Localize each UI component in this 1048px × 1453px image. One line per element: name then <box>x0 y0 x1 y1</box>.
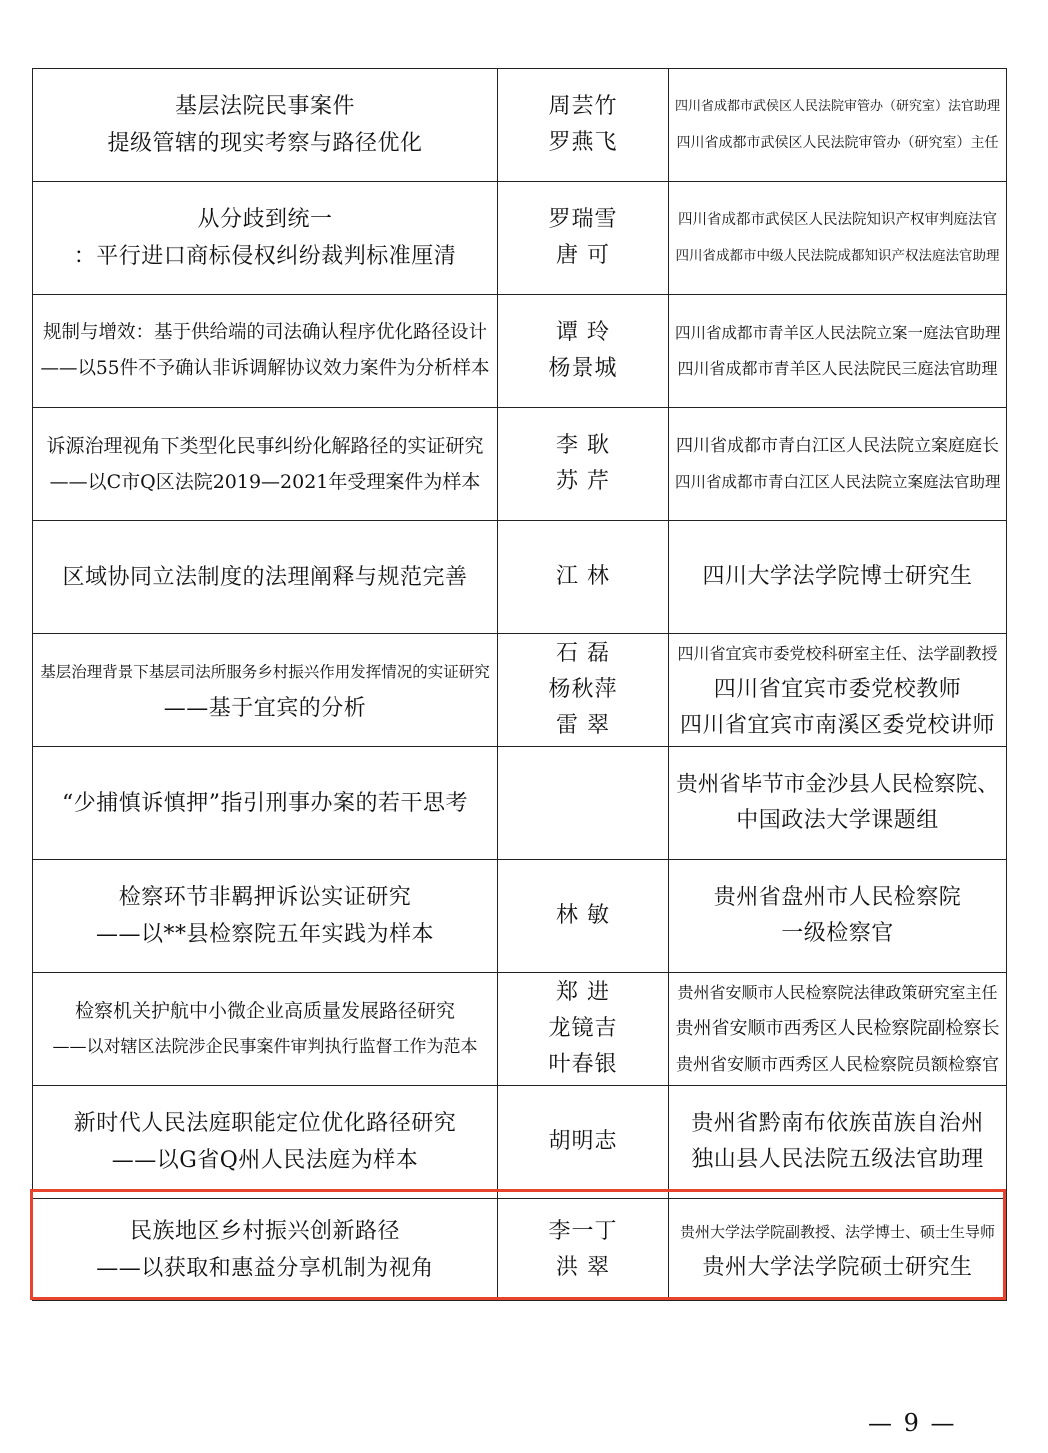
author-name: 洪 翠 <box>556 1254 610 1280</box>
paper-title-cell <box>33 747 498 860</box>
authors-cell <box>498 973 669 1086</box>
affiliation-line: 贵州省安顺市西秀区人民检察院员额检察官 <box>676 1055 999 1075</box>
authors-cell <box>498 521 669 634</box>
authors-cell <box>498 860 669 973</box>
paper-title-line: 基层治理背景下基层司法所服务乡村振兴作用发挥情况的实证研究 <box>40 662 490 681</box>
affiliation-line: 贵州省黔南布依族苗族自治州 <box>691 1111 984 1136</box>
author-name: 胡明志 <box>548 1129 618 1154</box>
paper-title-line: 基层法院民事案件 <box>174 94 355 119</box>
authors-cell <box>498 295 669 408</box>
affiliation-line: 四川省成都市青羊区人民法院民三庭法官助理 <box>677 359 998 378</box>
author-name: 雷 翠 <box>556 713 610 738</box>
paper-title-line: 从分歧到统一 <box>197 207 333 232</box>
author-name: 杨景城 <box>548 356 618 381</box>
author-name: 罗瑞雪 <box>548 207 618 232</box>
affiliation-line: 中国政法大学课题组 <box>736 808 939 833</box>
affiliation-cell <box>669 860 1007 973</box>
affiliation-line: 贵州大学法学院副教授、法学博士、硕士生导师 <box>679 1222 995 1241</box>
affiliation-line: 四川省宜宾市南溪区委党校讲师 <box>679 713 995 738</box>
affiliation-line: 四川省成都市青白江区人民法院立案庭法官助理 <box>675 473 1001 491</box>
authors-cell <box>498 1086 669 1199</box>
paper-title-line: ——以对辖区法院涉企民事案件审判执行监督工作为范本 <box>52 1037 478 1057</box>
author-name: 唐 可 <box>556 243 610 268</box>
paper-title-line: ——以**县检察院五年实践为样本 <box>95 922 434 947</box>
paper-title-line: ——以55件不予确认非诉调解协议效力案件为分析样本 <box>40 358 490 379</box>
paper-title-line: “少捕慎诉慎押”指引刑事办案的若干思考 <box>62 790 468 816</box>
paper-title-line: 新时代人民法庭职能定位优化路径研究 <box>73 1111 457 1136</box>
table-row <box>33 1086 1007 1199</box>
paper-title-cell <box>33 1199 498 1301</box>
paper-title-cell <box>33 973 498 1086</box>
affiliation-line: 一级检察官 <box>781 921 894 946</box>
paper-title-cell <box>33 182 498 295</box>
affiliation-cell <box>669 1199 1007 1301</box>
awards-table <box>32 68 1007 1301</box>
paper-title-cell <box>33 408 498 521</box>
affiliation-line: 四川省成都市青白江区人民法院立案庭庭长 <box>676 436 999 456</box>
table-row <box>33 182 1007 295</box>
authors-cell <box>498 69 669 182</box>
author-name: 李一丁 <box>548 1218 618 1244</box>
paper-title-line: ——以G省Q州人民法庭为样本 <box>111 1148 419 1173</box>
authors-cell <box>498 182 669 295</box>
table-row <box>33 1199 1007 1301</box>
author-name: 江 林 <box>556 564 610 589</box>
affiliation-cell <box>669 69 1007 182</box>
affiliation-cell <box>669 182 1007 295</box>
table-row <box>33 860 1007 973</box>
paper-title-cell <box>33 634 498 747</box>
authors-cell <box>498 747 669 860</box>
table-row <box>33 973 1007 1086</box>
affiliation-line: 贵州省安顺市人民检察院法律政策研究室主任 <box>677 983 998 1002</box>
author-name: 郑 进 <box>556 980 610 1005</box>
affiliation-line: 四川省成都市青羊区人民法院立案一庭法官助理 <box>675 324 1001 342</box>
paper-title-cell <box>33 860 498 973</box>
affiliation-line: 四川省成都市武侯区人民法院审管办（研究室）法官助理 <box>675 99 1001 114</box>
affiliation-line: 贵州省毕节市金沙县人民检察院、 <box>676 772 999 797</box>
author-name: 石 磊 <box>556 641 610 666</box>
authors-cell <box>498 1199 669 1301</box>
affiliation-line: 四川省成都市武侯区人民法院知识产权审判庭法官 <box>678 212 997 228</box>
table-row <box>33 408 1007 521</box>
affiliation-line: 四川省宜宾市委党校教师 <box>713 677 962 702</box>
paper-title-cell <box>33 295 498 408</box>
affiliation-cell <box>669 521 1007 634</box>
paper-title-line: 诉源治理视角下类型化民事纠纷化解路径的实证研究 <box>46 435 484 457</box>
author-name: 谭 玲 <box>556 320 610 345</box>
table-row <box>33 69 1007 182</box>
author-name: 杨秋萍 <box>548 677 618 702</box>
affiliation-cell <box>669 634 1007 747</box>
table-row <box>33 634 1007 747</box>
paper-title-line: ——以C市Q区法院2019—2021年受理案件为样本 <box>49 471 481 493</box>
affiliation-line: 贵州省安顺市西秀区人民检察院副检察长 <box>675 1018 1000 1039</box>
paper-title-line: 区域协同立法制度的法理阐释与规范完善 <box>62 564 468 590</box>
affiliation-line: 贵州省盘州市人民检察院 <box>713 885 962 910</box>
author-name: 李 耿 <box>556 433 610 458</box>
paper-title-cell <box>33 1086 498 1199</box>
authors-cell <box>498 634 669 747</box>
author-name: 周芸竹 <box>548 94 618 119</box>
author-name: 叶春银 <box>548 1052 618 1077</box>
paper-title-line: ——基于宜宾的分析 <box>163 695 367 721</box>
paper-title-line: 检察环节非羁押诉讼实证研究 <box>118 885 412 910</box>
authors-cell <box>498 408 669 521</box>
affiliation-cell <box>669 408 1007 521</box>
affiliation-line: 四川省宜宾市委党校科研室主任、法学副教授 <box>677 644 998 663</box>
paper-title-line: ：平行进口商标侵权纠纷裁判标准厘清 <box>73 244 457 269</box>
affiliation-cell <box>669 1086 1007 1199</box>
table-row <box>33 521 1007 634</box>
table-row <box>33 295 1007 408</box>
author-name: 苏 芹 <box>556 469 610 494</box>
affiliation-cell <box>669 973 1007 1086</box>
page-number: — 9 — <box>868 1409 957 1437</box>
affiliation-line: 贵州大学法学院硕士研究生 <box>702 1254 973 1280</box>
paper-title-cell <box>33 521 498 634</box>
author-name: 罗燕飞 <box>548 130 618 155</box>
affiliation-line: 四川省成都市中级人民法院成都知识产权法庭法官助理 <box>675 248 1000 264</box>
author-name: 龙镜吉 <box>548 1016 618 1041</box>
affiliation-cell <box>669 295 1007 408</box>
affiliation-line: 四川省成都市武侯区人民法院审管办（研究室）主任 <box>676 135 999 151</box>
paper-title-line: ——以获取和惠益分享机制为视角 <box>96 1255 434 1281</box>
affiliation-line: 四川大学法学院博士研究生 <box>702 564 973 589</box>
affiliation-cell <box>669 747 1007 860</box>
paper-title-cell <box>33 69 498 182</box>
paper-title-line: 规制与增效：基于供给端的司法确认程序优化路径设计 <box>42 322 487 343</box>
affiliation-line: 独山县人民法院五级法官助理 <box>691 1147 984 1172</box>
table-row <box>33 747 1007 860</box>
author-name: 林 敏 <box>556 903 610 928</box>
paper-title-line: 民族地区乡村振兴创新路径 <box>129 1218 400 1244</box>
paper-title-line: 提级管辖的现实考察与路径优化 <box>107 131 423 156</box>
paper-title-line: 检察机关护航中小微企业高质量发展路径研究 <box>74 1000 455 1022</box>
